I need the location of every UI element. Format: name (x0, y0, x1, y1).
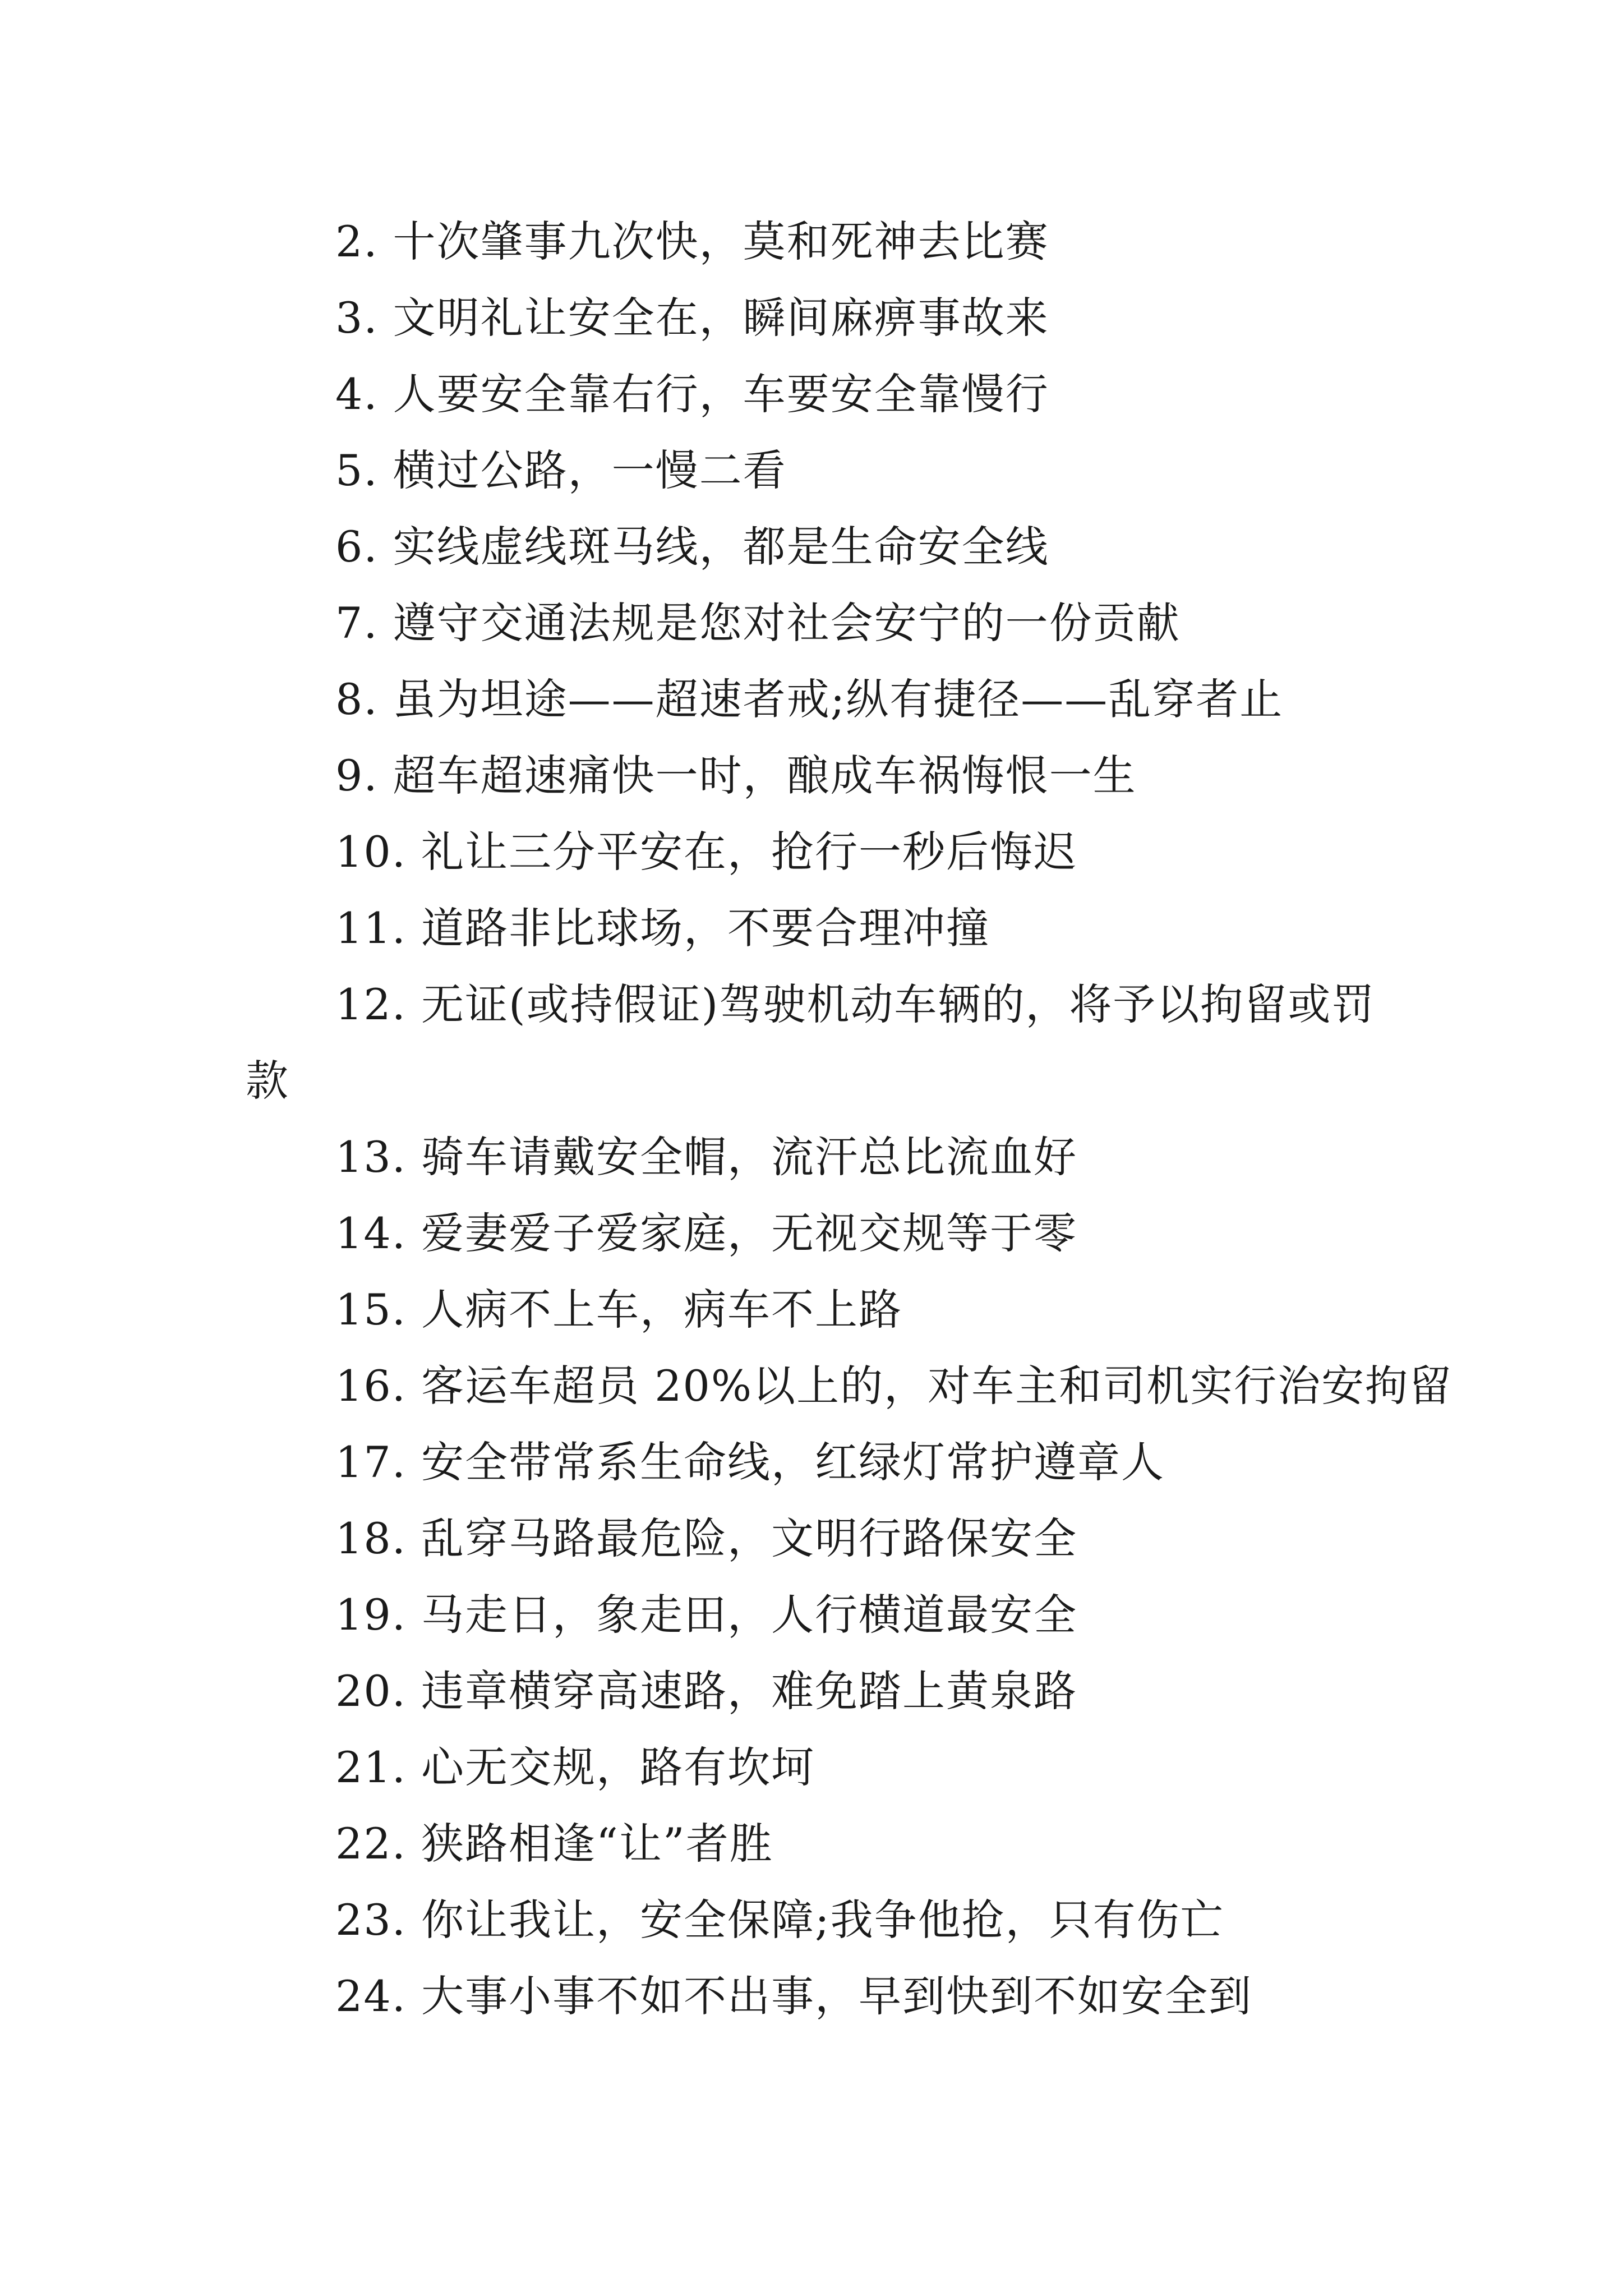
list-item: 23. 你让我让，安全保障;我争他抢，只有伤亡 (335, 1895, 1224, 1945)
list-item: 7. 遵守交通法规是您对社会安宁的一份贡献 (335, 598, 1181, 648)
list-item: 4. 人要安全靠右行，车要安全靠慢行 (335, 369, 1049, 419)
list-item-continuation: 款 (246, 1056, 289, 1106)
list-item: 3. 文明礼让安全在，瞬间麻痹事故来 (335, 293, 1049, 343)
list-item: 21. 心无交规，路有坎坷 (335, 1742, 815, 1792)
list-item: 5. 横过公路，一慢二看 (335, 445, 787, 495)
list-item: 15. 人病不上车，病车不上路 (335, 1285, 903, 1335)
list-item: 13. 骑车请戴安全帽，流汗总比流血好 (335, 1132, 1078, 1182)
list-item: 2. 十次肇事九次快，莫和死神去比赛 (335, 217, 1049, 266)
list-item: 14. 爱妻爱子爱家庭，无视交规等于零 (335, 1208, 1078, 1258)
list-item: 19. 马走日，象走田，人行横道最安全 (335, 1590, 1078, 1640)
list-item: 24. 大事小事不如不出事，早到快到不如安全到 (335, 1971, 1253, 2021)
list-item: 12. 无证(或持假证)驾驶机动车辆的，将予以拘留或罚 (335, 979, 1376, 1029)
list-item: 9. 超车超速痛快一时，酿成车祸悔恨一生 (335, 751, 1137, 800)
list-item: 8. 虽为坦途——超速者戒;纵有捷径——乱穿者止 (335, 674, 1284, 724)
list-item: 22. 狭路相逢“让”者胜 (335, 1819, 773, 1869)
slogan-list (246, 204, 1453, 2035)
list-item: 20. 违章横穿高速路，难免踏上黄泉路 (335, 1666, 1078, 1716)
list-item: 18. 乱穿马路最危险，文明行路保安全 (335, 1513, 1078, 1563)
list-item: 16. 客运车超员 20%以上的，对车主和司机实行治安拘留 (335, 1361, 1453, 1411)
list-item: 10. 礼让三分平安在，抢行一秒后悔迟 (335, 827, 1078, 877)
list-item: 6. 实线虚线斑马线，都是生命安全线 (335, 522, 1049, 572)
list-item: 17. 安全带常系生命线，红绿灯常护遵章人 (335, 1437, 1165, 1487)
list-item: 11. 道路非比球场，不要合理冲撞 (335, 903, 990, 953)
